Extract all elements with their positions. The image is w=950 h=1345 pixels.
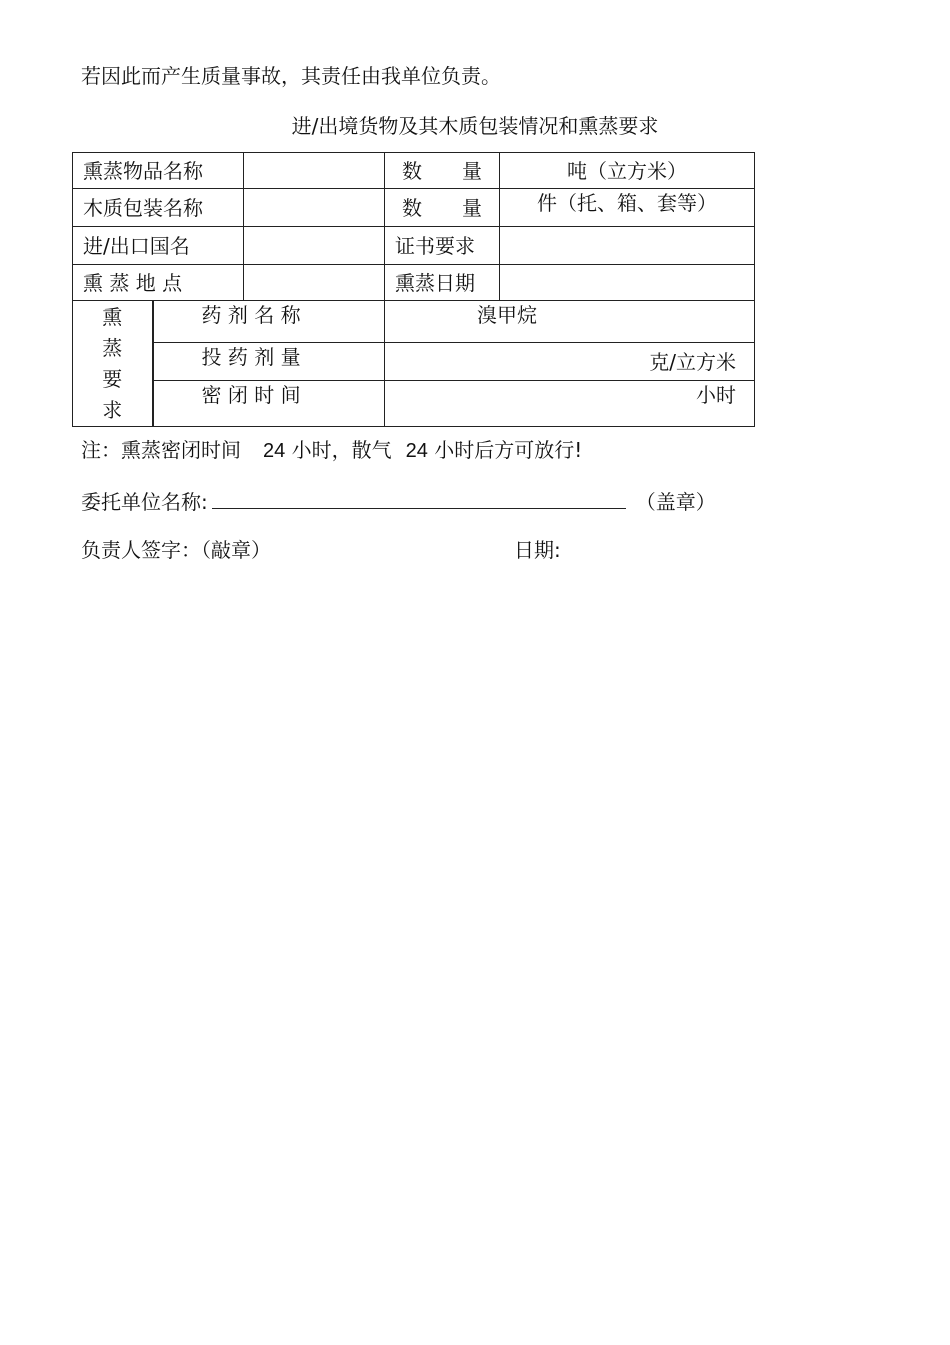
row-location	[73, 265, 755, 301]
intro-statement: 若因此而产生质量事故，其责任由我单位负责。	[81, 64, 501, 88]
seal-hours: 24	[263, 440, 286, 462]
country-label: 进/出口国名	[73, 227, 244, 265]
wood-packaging-label: 木质包装名称	[73, 189, 244, 227]
section-title: 进/出境货物及其木质包装情况和熏蒸要求	[291, 114, 659, 138]
fumigation-date-value[interactable]	[500, 265, 755, 301]
note-suffix: 小时后方可放行!	[434, 438, 583, 462]
dose-label: 投 药 剂 量	[153, 343, 385, 381]
seal-time-label: 密 闭 时 间	[153, 381, 385, 427]
fumigated-goods-value[interactable]	[244, 153, 385, 189]
note-prefix: 注：熏蒸密闭时间	[81, 438, 241, 462]
fumigation-location-label: 熏 蒸 地 点	[73, 265, 244, 301]
client-name-field[interactable]	[212, 488, 626, 509]
seal-time-unit[interactable]: 小时	[385, 381, 755, 427]
fumigated-goods-label: 熏蒸物品名称	[73, 153, 244, 189]
row-agent	[73, 301, 755, 343]
fumigation-date-label: 熏蒸日期	[385, 265, 500, 301]
client-name-label: 委托单位名称:	[81, 490, 208, 514]
agent-name-label: 药 剂 名 称	[153, 301, 385, 343]
client-seal-text: （盖章）	[635, 490, 716, 514]
agent-name-value[interactable]: 溴甲烷	[385, 301, 755, 343]
fumigation-location-value[interactable]	[244, 265, 385, 301]
requirements-char-1: 熏	[102, 304, 123, 329]
row-country	[73, 227, 755, 265]
goods-quantity-label: 数 量	[385, 153, 500, 189]
packaging-quantity-label: 数 量	[385, 189, 500, 227]
client-line	[81, 488, 716, 514]
requirements-group-label	[73, 301, 153, 427]
fumigation-form-table	[72, 152, 755, 427]
signature-label: 负责人签字：（敲章）	[81, 538, 271, 562]
note	[81, 438, 582, 463]
requirements-char-4: 求	[102, 397, 123, 422]
row-seal-time	[73, 381, 755, 427]
certificate-label: 证书要求	[385, 227, 500, 265]
row-wood-packaging	[73, 189, 755, 227]
country-value[interactable]	[244, 227, 385, 265]
row-dose	[73, 343, 755, 381]
vent-hours: 24	[405, 440, 428, 462]
requirements-char-2: 蒸	[102, 335, 123, 360]
wood-packaging-value[interactable]	[244, 189, 385, 227]
row-fumigated-goods	[73, 153, 755, 189]
packaging-quantity-unit[interactable]: 件（托、箱、套等）	[500, 189, 755, 227]
date-label: 日期:	[514, 538, 561, 562]
requirements-char-3: 要	[102, 366, 123, 391]
dose-unit[interactable]: 克/立方米	[385, 343, 755, 381]
certificate-value[interactable]	[500, 227, 755, 265]
note-middle: 小时，散气	[291, 438, 392, 462]
goods-quantity-unit[interactable]: 吨（立方米）	[500, 153, 755, 189]
